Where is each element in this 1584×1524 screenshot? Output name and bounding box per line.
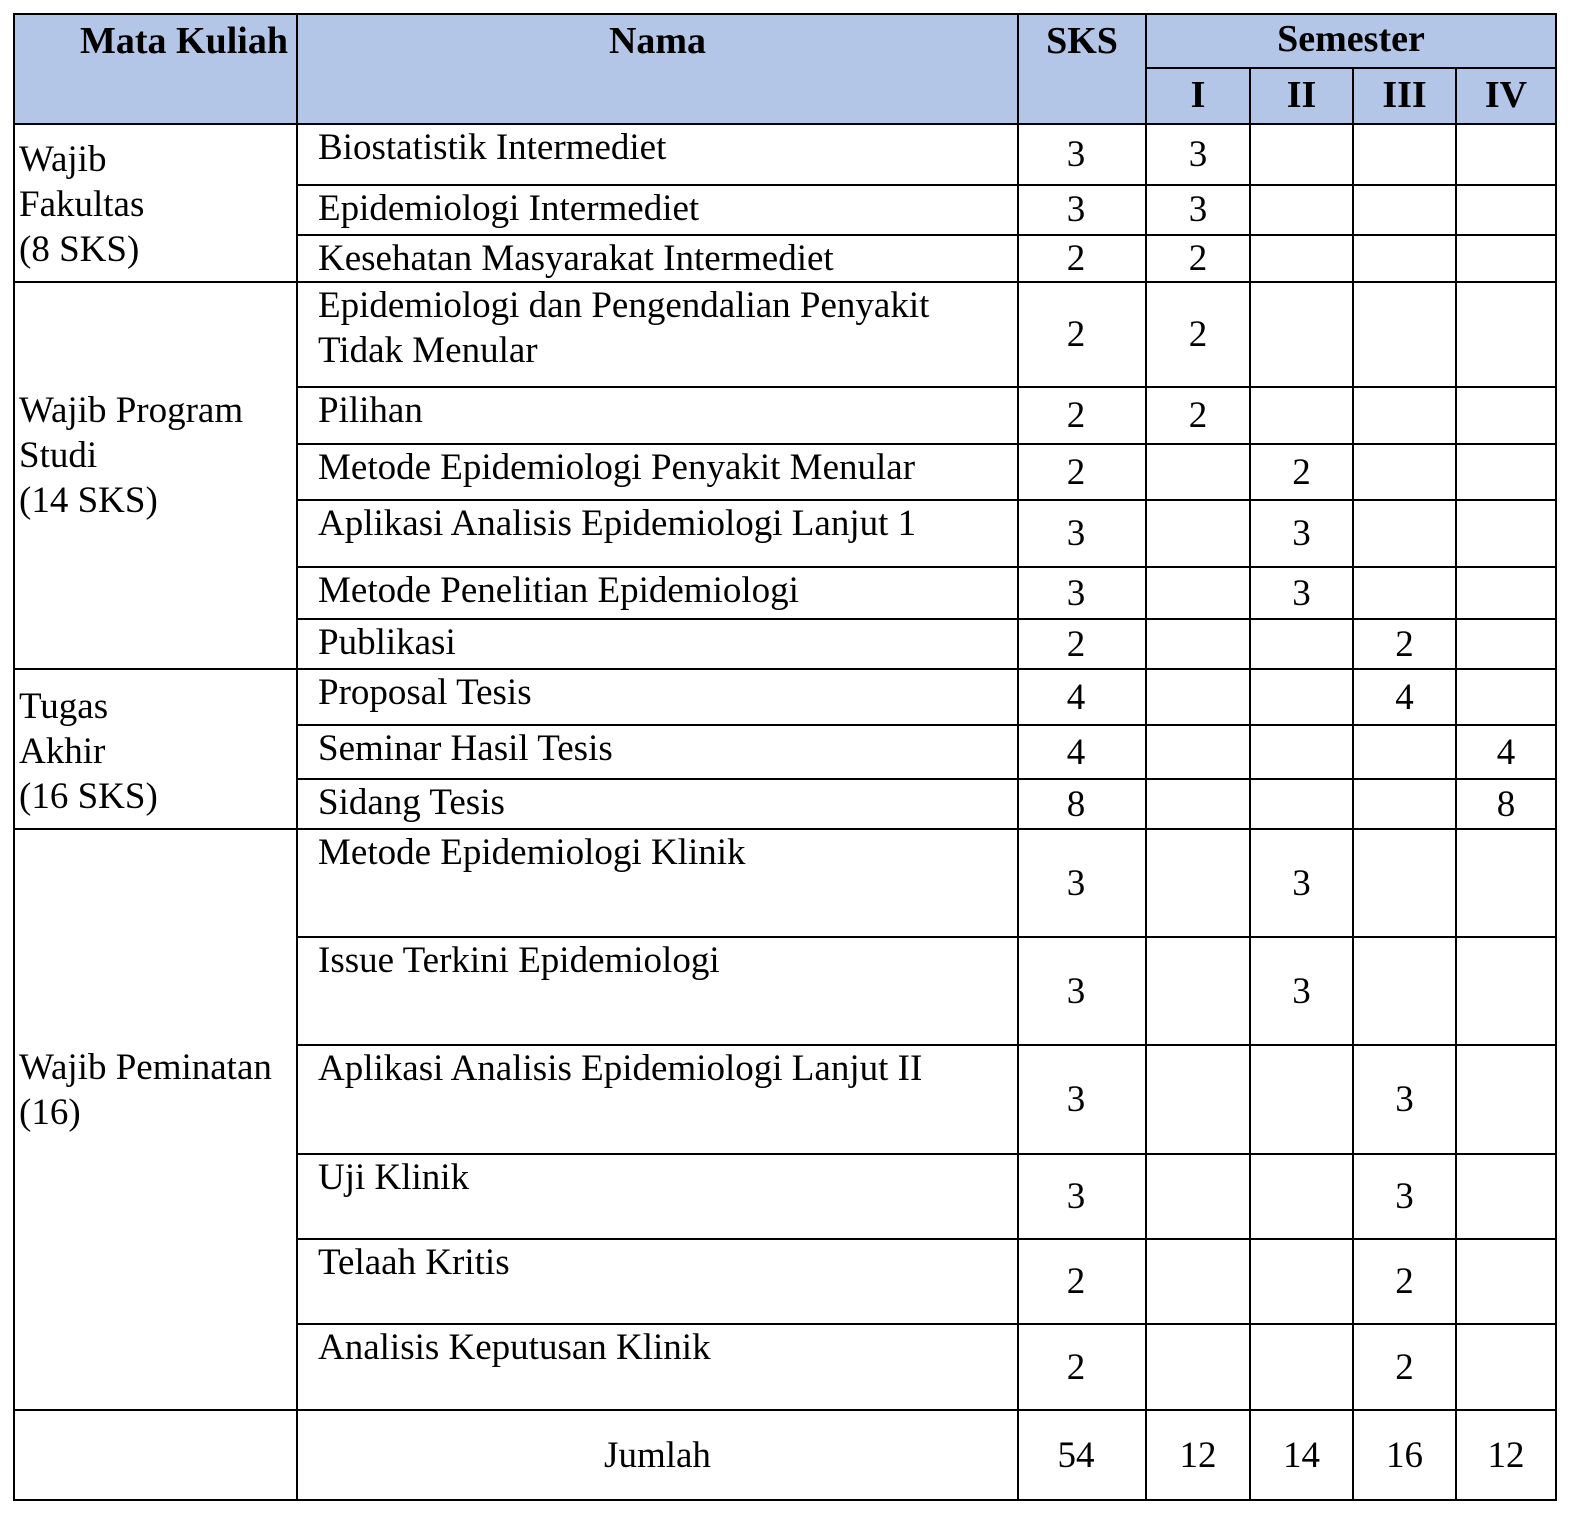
sem-iv-value [1456, 185, 1556, 235]
course-sks: 3 [1018, 937, 1146, 1045]
sem-i-value: 2 [1146, 387, 1250, 444]
sem-ii-value [1250, 779, 1353, 829]
group-tugas-akhir [14, 669, 297, 829]
sem-ii-value [1250, 387, 1353, 444]
sem-i-value: 3 [1146, 124, 1250, 185]
course-sks: 2 [1018, 387, 1146, 444]
course-name: Aplikasi Analisis Epidemiologi Lanjut 1 [297, 500, 1018, 567]
curriculum-table [13, 13, 1557, 1501]
course-sks: 2 [1018, 1239, 1146, 1324]
sem-ii-value [1250, 1045, 1353, 1154]
header-mata-kuliah: Mata Kuliah [14, 14, 297, 124]
total-sem-ii: 14 [1250, 1410, 1353, 1500]
total-empty-cell [14, 1410, 297, 1500]
total-label: Jumlah [297, 1410, 1018, 1500]
sem-iii-value: 3 [1353, 1045, 1456, 1154]
course-sks: 4 [1018, 725, 1146, 779]
sem-i-value [1146, 619, 1250, 669]
header-semester: Semester [1146, 14, 1556, 68]
course-sks: 2 [1018, 444, 1146, 500]
group-label-line: Fakultas [19, 184, 145, 226]
course-name: Metode Epidemiologi Penyakit Menular [297, 444, 1018, 500]
group-wajib-fakultas [14, 124, 297, 282]
sem-iii-value [1353, 185, 1456, 235]
course-sks: 3 [1018, 567, 1146, 619]
course-sks: 8 [1018, 779, 1146, 829]
sem-ii-value [1250, 124, 1353, 185]
course-sks: 3 [1018, 185, 1146, 235]
sem-iii-value [1353, 937, 1456, 1045]
course-name: Pilihan [297, 387, 1018, 444]
course-sks: 2 [1018, 282, 1146, 387]
course-name: Seminar Hasil Tesis [297, 725, 1018, 779]
group-label-line: (8 SKS) [19, 229, 140, 271]
course-name: Epidemiologi Intermediet [297, 185, 1018, 235]
sem-i-value [1146, 669, 1250, 725]
course-name: Issue Terkini Epidemiologi [297, 937, 1018, 1045]
sem-i-value: 2 [1146, 235, 1250, 282]
sem-i-value [1146, 779, 1250, 829]
course-name: Metode Epidemiologi Klinik [297, 829, 1018, 937]
sem-iii-value [1353, 567, 1456, 619]
total-sem-i: 12 [1146, 1410, 1250, 1500]
course-sks: 4 [1018, 669, 1146, 725]
sem-iv-value [1456, 1154, 1556, 1239]
table-row [14, 829, 1556, 937]
header-nama: Nama [297, 14, 1018, 124]
sem-iv-value [1456, 500, 1556, 567]
sem-ii-value: 2 [1250, 444, 1353, 500]
sem-ii-value [1250, 1239, 1353, 1324]
table-row [14, 282, 1556, 387]
table-row [14, 669, 1556, 725]
sem-i-value: 3 [1146, 185, 1250, 235]
sem-ii-value [1250, 1324, 1353, 1410]
course-name: Sidang Tesis [297, 779, 1018, 829]
sem-iii-value: 2 [1353, 1239, 1456, 1324]
course-sks: 2 [1018, 619, 1146, 669]
sem-i-value [1146, 444, 1250, 500]
sem-ii-value [1250, 669, 1353, 725]
header-semester-ii: II [1250, 68, 1353, 124]
sem-ii-value [1250, 725, 1353, 779]
sem-i-value [1146, 1239, 1250, 1324]
course-name: Publikasi [297, 619, 1018, 669]
sem-iii-value [1353, 387, 1456, 444]
sem-iii-value [1353, 235, 1456, 282]
group-label-line: (14 SKS) [19, 480, 158, 522]
course-sks: 3 [1018, 829, 1146, 937]
sem-iv-value [1456, 937, 1556, 1045]
header-sks: SKS [1018, 14, 1146, 124]
sem-i-value [1146, 725, 1250, 779]
course-name-line: Epidemiologi dan Pengendalian Penyakit [318, 285, 930, 327]
header-semester-iv: IV [1456, 68, 1556, 124]
sem-iv-value [1456, 829, 1556, 937]
table-row [14, 124, 1556, 185]
group-label-line: Wajib [19, 139, 107, 180]
sem-iii-value [1353, 725, 1456, 779]
total-sem-iv: 12 [1456, 1410, 1556, 1500]
group-label-line: Wajib Program [19, 389, 244, 431]
total-sem-iii: 16 [1353, 1410, 1456, 1500]
total-sks: 54 [1018, 1410, 1146, 1500]
course-name [297, 282, 1018, 387]
sem-iv-value [1456, 1239, 1556, 1324]
sem-iv-value [1456, 444, 1556, 500]
group-label-line: Tugas [19, 686, 109, 728]
sem-iv-value [1456, 124, 1556, 185]
sem-iv-value [1456, 235, 1556, 282]
sem-iii-value: 2 [1353, 619, 1456, 669]
course-name: Biostatistik Intermediet [297, 124, 1018, 185]
sem-iii-value [1353, 500, 1456, 567]
sem-i-value [1146, 937, 1250, 1045]
course-name: Proposal Tesis [297, 669, 1018, 725]
course-name: Metode Penelitian Epidemiologi [297, 567, 1018, 619]
sem-iv-value [1456, 669, 1556, 725]
course-name: Uji Klinik [297, 1154, 1018, 1239]
course-name: Kesehatan Masyarakat Intermediet [297, 235, 1018, 282]
sem-i-value [1146, 1154, 1250, 1239]
sem-ii-value: 3 [1250, 829, 1353, 937]
header-semester-iii: III [1353, 68, 1456, 124]
sem-iv-value [1456, 282, 1556, 387]
course-name: Analisis Keputusan Klinik [297, 1324, 1018, 1410]
sem-iv-value [1456, 1324, 1556, 1410]
group-label-line: Studi [19, 435, 98, 477]
course-name: Telaah Kritis [297, 1239, 1018, 1324]
total-row [14, 1410, 1556, 1500]
sem-ii-value: 3 [1250, 500, 1353, 567]
sem-iv-value [1456, 387, 1556, 444]
group-wajib-peminatan [14, 829, 297, 1410]
course-sks: 2 [1018, 1324, 1146, 1410]
sem-iii-value: 3 [1353, 1154, 1456, 1239]
sem-iii-value [1353, 829, 1456, 937]
course-sks: 2 [1018, 235, 1146, 282]
course-name: Aplikasi Analisis Epidemiologi Lanjut II [297, 1045, 1018, 1154]
course-sks: 3 [1018, 500, 1146, 567]
sem-i-value [1146, 1324, 1250, 1410]
sem-i-value [1146, 567, 1250, 619]
sem-iii-value [1353, 779, 1456, 829]
sem-i-value [1146, 500, 1250, 567]
group-label-line: Wajib Peminatan [19, 1046, 272, 1088]
sem-iv-value: 8 [1456, 779, 1556, 829]
group-label-line: Akhir [19, 731, 106, 773]
course-sks: 3 [1018, 1045, 1146, 1154]
sem-ii-value [1250, 282, 1353, 387]
sem-iv-value [1456, 619, 1556, 669]
sem-i-value [1146, 1045, 1250, 1154]
sem-iii-value: 2 [1353, 1324, 1456, 1410]
group-wajib-program-studi [14, 282, 297, 669]
sem-ii-value [1250, 235, 1353, 282]
sem-i-value [1146, 829, 1250, 937]
course-sks: 3 [1018, 124, 1146, 185]
group-label-line: (16) [19, 1091, 81, 1133]
sem-iii-value [1353, 282, 1456, 387]
sem-iii-value: 4 [1353, 669, 1456, 725]
sem-iii-value [1353, 124, 1456, 185]
sem-iii-value [1353, 444, 1456, 500]
sem-iv-value [1456, 1045, 1556, 1154]
sem-ii-value [1250, 185, 1353, 235]
sem-ii-value: 3 [1250, 937, 1353, 1045]
sem-ii-value: 3 [1250, 567, 1353, 619]
header-semester-i: I [1146, 68, 1250, 124]
sem-ii-value [1250, 1154, 1353, 1239]
sem-i-value: 2 [1146, 282, 1250, 387]
sem-iv-value [1456, 567, 1556, 619]
course-name-line: Tidak Menular [318, 330, 538, 372]
group-label-line: (16 SKS) [19, 776, 158, 818]
sem-iv-value: 4 [1456, 725, 1556, 779]
sem-ii-value [1250, 619, 1353, 669]
course-sks: 3 [1018, 1154, 1146, 1239]
